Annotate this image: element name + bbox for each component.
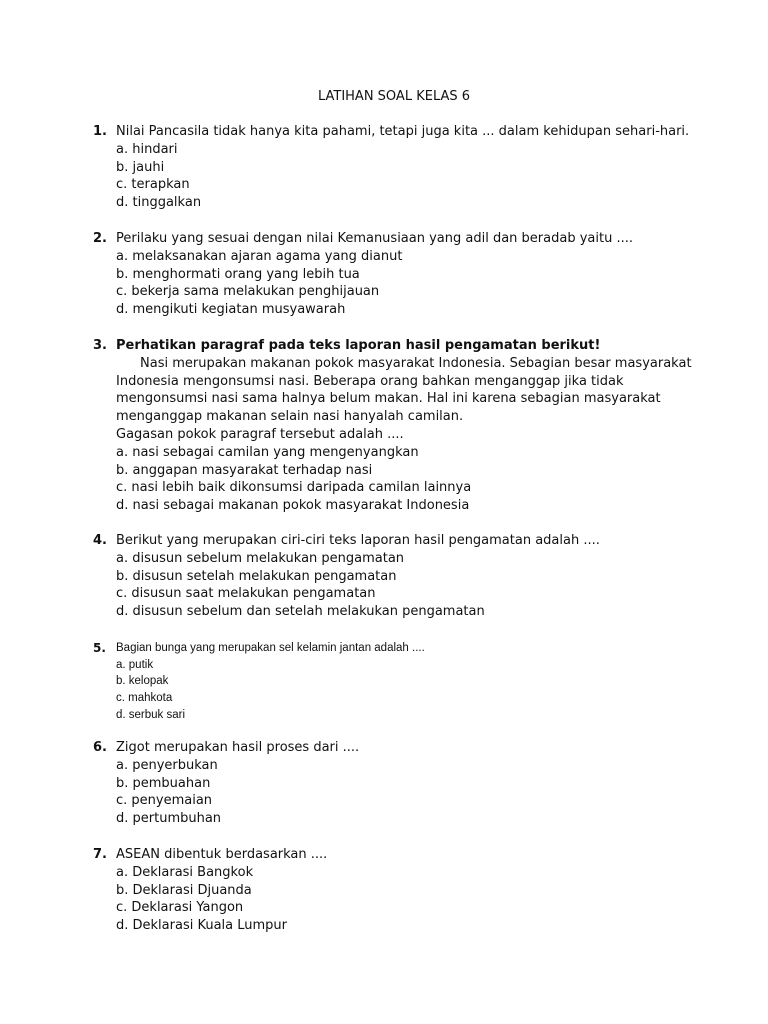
- option-c: c. mahkota: [116, 692, 173, 705]
- option-c: c. disusun saat melakukan pengamatan: [116, 586, 376, 602]
- question-number: 1.: [93, 124, 107, 139]
- option-d: d. disusun sebelum dan setelah melakukan pengamatan: [116, 604, 485, 620]
- question-number: 3.: [93, 338, 107, 353]
- question-text: Zigot merupakan hasil proses dari ....: [116, 740, 360, 755]
- question-text: ASEAN dibentuk berdasarkan ....: [116, 847, 328, 862]
- option-b: b. jauhi: [116, 159, 165, 175]
- question-text: Nilai Pancasila tidak hanya kita pahami, tetapi juga kita ... dalam kehidupan sehari-hari.: [116, 124, 690, 139]
- question-text: Bagian bunga yang merupakan sel kelamin jantan adalah ....: [116, 642, 425, 654]
- question-text: Perilaku yang sesuai dengan nilai Kemanusiaan yang adil dan beradab yaitu ....: [116, 231, 633, 246]
- question-text: Berikut yang merupakan ciri-ciri teks laporan hasil pengamatan adalah ....: [116, 533, 600, 548]
- option-b: b. pembuahan: [116, 775, 211, 791]
- question-number: 2.: [93, 231, 107, 246]
- question-number: 5.: [93, 641, 106, 655]
- passage-line: menganggap makanan selain nasi hanyalah camilan.: [116, 409, 464, 425]
- option-a: a. nasi sebagai camilan yang mengenyangkan: [116, 444, 419, 460]
- question-body: [116, 532, 676, 621]
- option-d: d. Deklarasi Kuala Lumpur: [116, 918, 288, 934]
- question-body: [116, 739, 676, 828]
- option-b: b. disusun setelah melakukan pengamatan: [116, 568, 397, 584]
- question-text: Gagasan pokok paragraf tersebut adalah ....: [116, 426, 404, 442]
- option-b: b. kelopak: [116, 675, 169, 688]
- option-b: b. anggapan masyarakat terhadap nasi: [116, 462, 373, 478]
- question-body: [116, 123, 690, 212]
- option-c: c. Deklarasi Yangon: [116, 900, 244, 916]
- option-a: a. putik: [116, 658, 154, 671]
- question-body: [116, 640, 676, 723]
- option-b: b. Deklarasi Djuanda: [116, 882, 252, 898]
- question-number: 6.: [93, 740, 107, 755]
- passage-line: Nasi merupakan makanan pokok masyarakat Indonesia. Sebagian besar masyarakat: [140, 355, 692, 371]
- option-c: c. nasi lebih baik dikonsumsi daripada camilan lainnya: [116, 480, 472, 496]
- option-a: a. disusun sebelum melakukan pengamatan: [116, 550, 405, 566]
- option-d: d. mengikuti kegiatan musyawarah: [116, 302, 346, 318]
- option-c: c. terapkan: [116, 177, 190, 193]
- question-body: [116, 337, 692, 515]
- option-d: d. serbuk sari: [116, 708, 186, 721]
- option-a: a. melaksanakan ajaran agama yang dianut: [116, 248, 403, 264]
- option-c: c. penyemaian: [116, 793, 213, 809]
- question-body: [116, 230, 676, 319]
- page-title: LATIHAN SOAL KELAS 6: [317, 89, 471, 104]
- option-d: d. nasi sebagai makanan pokok masyarakat Indonesia: [116, 498, 470, 514]
- question-number: 7.: [93, 847, 107, 862]
- option-a: a. hindari: [116, 141, 178, 157]
- passage-line: Indonesia mengonsumsi nasi. Beberapa orang bahkan menganggap jika tidak: [116, 373, 624, 389]
- question-body: [116, 846, 676, 935]
- question-number: 4.: [93, 533, 107, 548]
- option-b: b. menghormati orang yang lebih tua: [116, 266, 360, 282]
- option-a: a. Deklarasi Bangkok: [116, 864, 254, 880]
- option-a: a. penyerbukan: [116, 757, 218, 773]
- option-c: c. bekerja sama melakukan penghijauan: [116, 284, 380, 300]
- option-d: d. pertumbuhan: [116, 811, 222, 827]
- question-instruction: Perhatikan paragraf pada teks laporan hasil pengamatan berikut!: [116, 338, 601, 353]
- passage-line: mengonsumsi nasi sama halnya belum makan. Hal ini karena sebagian masyarakat: [116, 391, 661, 407]
- option-d: d. tinggalkan: [116, 195, 202, 211]
